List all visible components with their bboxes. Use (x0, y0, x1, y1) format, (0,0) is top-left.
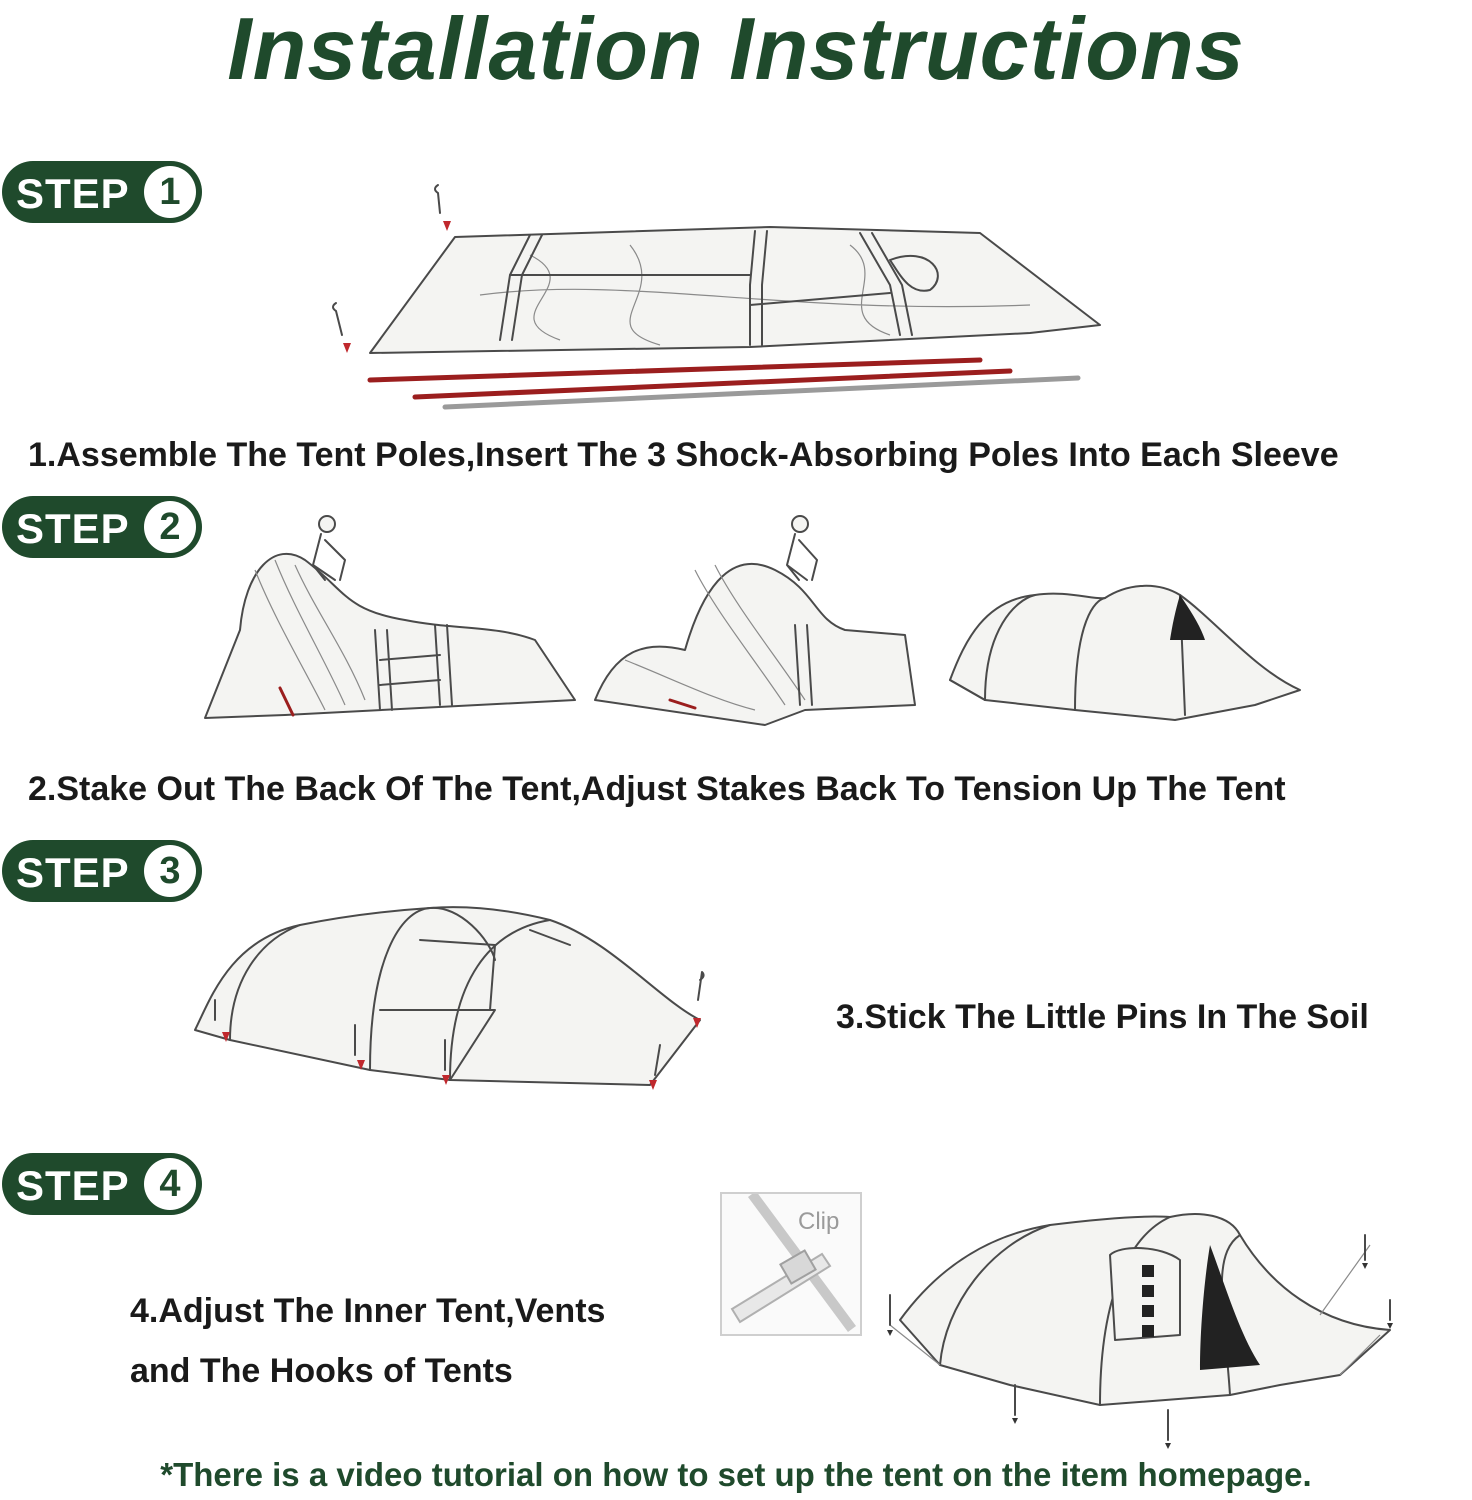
step-3-caption: 3.Stick The Little Pins In The Soil (836, 998, 1369, 1036)
step-1-tent-flat-illustration (330, 175, 1110, 415)
step-number: 3 (144, 845, 196, 897)
video-tutorial-note: *There is a video tutorial on how to set up the tent on the item homepage. (160, 1456, 1312, 1493)
step-4-badge (2, 1153, 202, 1215)
clip-detail-inset (720, 1192, 862, 1336)
step-4-caption-line-2: and The Hooks of Tents (130, 1352, 513, 1390)
step-2-badge (2, 496, 202, 558)
step-1-badge (2, 161, 202, 223)
step-number: 1 (144, 166, 196, 218)
step-3-badge (2, 840, 202, 902)
step-badge-label: STEP (16, 849, 130, 896)
clip-label: Clip (798, 1208, 840, 1235)
stake-arrow-icon (343, 343, 351, 353)
step-3-staked-tent-illustration (190, 900, 720, 1100)
step-2-raising-tent-illustration (195, 510, 1310, 735)
step-1-caption: 1.Assemble The Tent Poles,Insert The 3 Shock-Absorbing Poles Into Each Sleeve (28, 436, 1339, 474)
person-figure (792, 516, 808, 532)
stake-arrow-icon (443, 221, 451, 231)
step-badge-label: STEP (16, 1162, 130, 1209)
step-badge-label: STEP (16, 170, 130, 217)
page-title: Installation Instructions (227, 0, 1245, 98)
step-4-finished-tent-illustration (880, 1205, 1400, 1490)
step-badge-label: STEP (16, 505, 130, 552)
step-number: 2 (144, 501, 196, 553)
step-4-caption-line-1: 4.Adjust The Inner Tent,Vents (130, 1292, 606, 1330)
person-figure (319, 516, 335, 532)
step-number: 4 (144, 1158, 196, 1210)
step-2-caption: 2.Stake Out The Back Of The Tent,Adjust Stakes Back To Tension Up The Tent (28, 770, 1286, 808)
